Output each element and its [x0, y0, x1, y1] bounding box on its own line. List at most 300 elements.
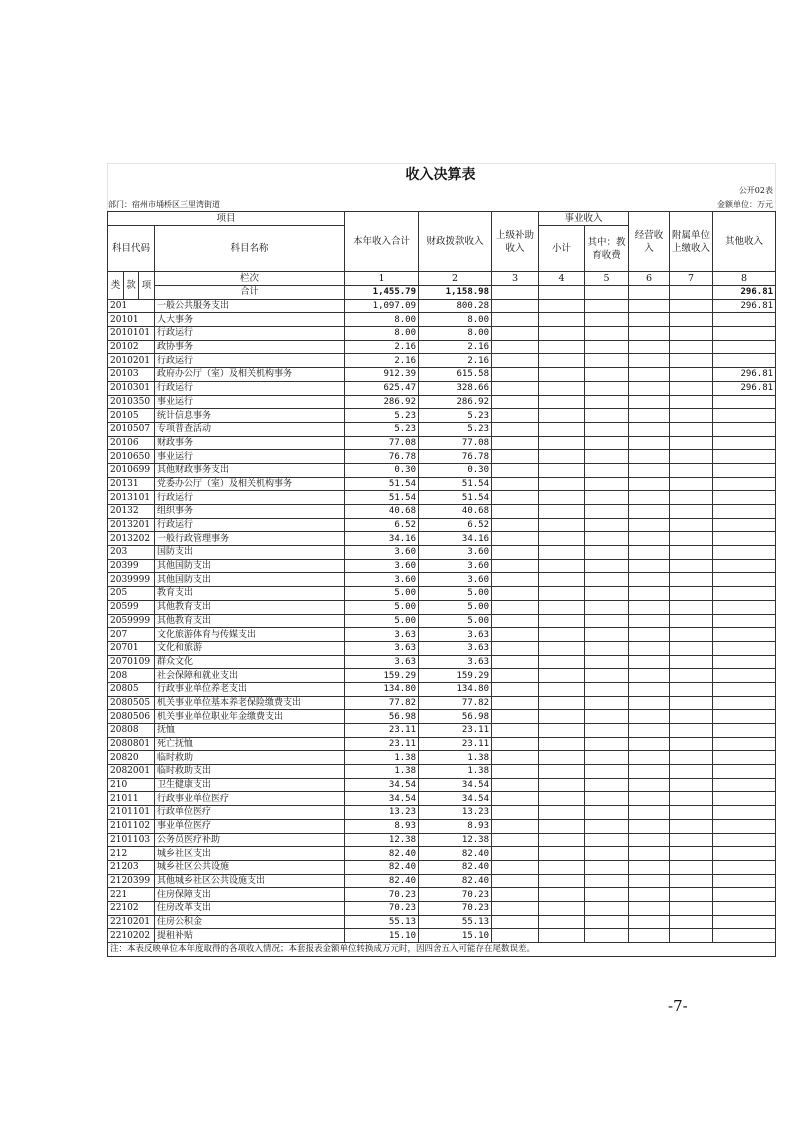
- income-table: [107, 211, 776, 957]
- cell-empty: [629, 819, 670, 833]
- cell-empty: [585, 340, 629, 354]
- cell-empty: [539, 532, 585, 546]
- cell-other: [713, 450, 776, 464]
- cell-fiscal: 134.80: [419, 682, 492, 696]
- cell-code: 2010301: [108, 381, 155, 395]
- cell-empty: [539, 614, 585, 628]
- cell-other: [713, 436, 776, 450]
- cell-total: 34.54: [345, 792, 419, 806]
- cell-empty: [539, 833, 585, 847]
- cell-empty: [539, 915, 585, 929]
- cell-total: 8.93: [345, 819, 419, 833]
- cell-empty: [585, 669, 629, 683]
- table-row: [108, 532, 776, 546]
- cell-empty: [539, 505, 585, 519]
- cell-name: 社会保障和就业支出: [155, 669, 345, 683]
- table-number: 公开02表: [738, 186, 773, 195]
- cell-fiscal: 800.28: [419, 299, 492, 313]
- cell-name: 行政单位医疗: [155, 806, 345, 820]
- cell-code: 210: [108, 778, 155, 792]
- cell-empty: [492, 327, 539, 341]
- cell-total: 3.60: [345, 546, 419, 560]
- cell-total: 34.54: [345, 778, 419, 792]
- header-lanci: 栏次: [155, 272, 345, 286]
- cell-code: 21011: [108, 792, 155, 806]
- cell-empty: [585, 491, 629, 505]
- cell-empty: [585, 847, 629, 861]
- cell-total: 2.16: [345, 354, 419, 368]
- cell-name: 行政运行: [155, 381, 345, 395]
- cell-empty: [492, 628, 539, 642]
- cell-code: 2013202: [108, 532, 155, 546]
- cell-empty: [539, 395, 585, 409]
- cell-empty: [670, 847, 713, 861]
- cell-other: [713, 546, 776, 560]
- table-row: [108, 874, 776, 888]
- cell-fiscal: 23.11: [419, 737, 492, 751]
- cell-empty: [670, 587, 713, 601]
- cell-name: 政府办公厅（室）及相关机构事务: [155, 368, 345, 382]
- cell-empty: [492, 368, 539, 382]
- cell-empty: [629, 682, 670, 696]
- cell-empty: [539, 778, 585, 792]
- header-operating: 经营收入: [629, 212, 670, 272]
- cell-empty: [492, 614, 539, 628]
- cell-empty: [670, 696, 713, 710]
- cell-empty: [492, 792, 539, 806]
- cell-empty: [670, 710, 713, 724]
- cell-code: 2101103: [108, 833, 155, 847]
- cell-empty: [539, 792, 585, 806]
- cell-fiscal: 615.58: [419, 368, 492, 382]
- cell-empty: [585, 354, 629, 368]
- table-row: [108, 354, 776, 368]
- cell-empty: [670, 860, 713, 874]
- cell-name: 教育支出: [155, 587, 345, 601]
- cell-name: 行政运行: [155, 491, 345, 505]
- cell-empty: [539, 628, 585, 642]
- cell-total: 76.78: [345, 450, 419, 464]
- cell-code: 22102: [108, 901, 155, 915]
- cell-other: [713, 477, 776, 491]
- cell-empty: [492, 354, 539, 368]
- table-row: [108, 915, 776, 929]
- cell-empty: [629, 724, 670, 738]
- cell-empty: [670, 901, 713, 915]
- cell-empty: [670, 765, 713, 779]
- cell-empty: [585, 751, 629, 765]
- cell-other: 296.81: [713, 368, 776, 382]
- cell-empty: [539, 327, 585, 341]
- cell-empty: [539, 737, 585, 751]
- cell-other: [713, 710, 776, 724]
- cell-empty: [492, 806, 539, 820]
- cell-other: [713, 874, 776, 888]
- cell-empty: [670, 505, 713, 519]
- cell-code: 207: [108, 628, 155, 642]
- cell-empty: [585, 436, 629, 450]
- cell-empty: [492, 450, 539, 464]
- cell-empty: [670, 641, 713, 655]
- table-row: [108, 792, 776, 806]
- cell-code: 2080505: [108, 696, 155, 710]
- cell-name: 提租补贴: [155, 929, 345, 943]
- cell-total: 5.00: [345, 587, 419, 601]
- cell-empty: [539, 422, 585, 436]
- cell-empty: [492, 888, 539, 902]
- cell-total: 159.29: [345, 669, 419, 683]
- cell-empty: [585, 327, 629, 341]
- cell-empty: [492, 340, 539, 354]
- cell-empty: [492, 313, 539, 327]
- cell-code: 20102: [108, 340, 155, 354]
- cell-fiscal: 5.00: [419, 600, 492, 614]
- cell-total: 56.98: [345, 710, 419, 724]
- cell-empty: [670, 915, 713, 929]
- cell-code: 20399: [108, 559, 155, 573]
- cell-total: 6.52: [345, 518, 419, 532]
- cell-total: 0.30: [345, 463, 419, 477]
- cell-empty: [539, 546, 585, 560]
- cell-empty: [539, 477, 585, 491]
- cell-empty: [629, 778, 670, 792]
- cell-total: 5.23: [345, 422, 419, 436]
- cell-name: 组织事务: [155, 505, 345, 519]
- cell-empty: [492, 477, 539, 491]
- header-lei: 类: [108, 272, 124, 300]
- cell-name: 机关事业单位职业年金缴费支出: [155, 710, 345, 724]
- table-row: [108, 477, 776, 491]
- cell-empty: [629, 573, 670, 587]
- cell-empty: [629, 518, 670, 532]
- cell-empty: [670, 559, 713, 573]
- cell-total: 1.38: [345, 751, 419, 765]
- cell-other: [713, 860, 776, 874]
- cell-fiscal: 51.54: [419, 477, 492, 491]
- cell-empty: [585, 299, 629, 313]
- cell-name: 其他城乡社区公共设施支出: [155, 874, 345, 888]
- table-row: [108, 450, 776, 464]
- cell-fiscal: 76.78: [419, 450, 492, 464]
- cell-code: 20103: [108, 368, 155, 382]
- cell-fiscal: 82.40: [419, 847, 492, 861]
- cell-empty: [585, 860, 629, 874]
- table-row: [108, 628, 776, 642]
- cell-name: 文化旅游体育与传媒支出: [155, 628, 345, 642]
- cell-empty: [629, 614, 670, 628]
- cell-empty: [629, 450, 670, 464]
- colnum: 5: [585, 272, 629, 286]
- cell-name: 临时救助: [155, 751, 345, 765]
- cell-empty: [539, 354, 585, 368]
- cell-empty: [629, 600, 670, 614]
- cell-other: [713, 422, 776, 436]
- cell-empty: [585, 573, 629, 587]
- cell-empty: [629, 313, 670, 327]
- table-row: [108, 833, 776, 847]
- cell-empty: [629, 628, 670, 642]
- cell-empty: [585, 929, 629, 943]
- cell-total: 3.63: [345, 628, 419, 642]
- cell-code: 20105: [108, 409, 155, 423]
- cell-empty: [492, 929, 539, 943]
- cell-empty: [585, 806, 629, 820]
- cell-other: [713, 354, 776, 368]
- cell-total: 82.40: [345, 860, 419, 874]
- cell-name: 死亡抚恤: [155, 737, 345, 751]
- cell-name: 一般行政管理事务: [155, 532, 345, 546]
- cell-empty: [492, 915, 539, 929]
- cell-name: 其他国防支出: [155, 559, 345, 573]
- cell-name: 住房公积金: [155, 915, 345, 929]
- table-row: [108, 463, 776, 477]
- cell-empty: [539, 313, 585, 327]
- cell-empty: [670, 450, 713, 464]
- cell-empty: [539, 641, 585, 655]
- cell-other: [713, 395, 776, 409]
- cell-empty: [492, 573, 539, 587]
- cell-empty: [539, 874, 585, 888]
- cell-empty: [539, 655, 585, 669]
- cell-empty: [670, 518, 713, 532]
- cell-other: [713, 614, 776, 628]
- cell-other: [713, 505, 776, 519]
- colnum: 3: [492, 272, 539, 286]
- cell-code: 2010699: [108, 463, 155, 477]
- cell-empty: [629, 888, 670, 902]
- table-row: [108, 573, 776, 587]
- cell-total: 23.11: [345, 737, 419, 751]
- cell-total: 5.00: [345, 600, 419, 614]
- cell-empty: [585, 792, 629, 806]
- cell-empty: [629, 532, 670, 546]
- cell-empty: [539, 765, 585, 779]
- cell-other: [713, 737, 776, 751]
- cell-total: 3.60: [345, 559, 419, 573]
- table-row: [108, 696, 776, 710]
- cell-empty: [539, 450, 585, 464]
- cell-empty: [670, 368, 713, 382]
- cell-name: 住房保障支出: [155, 888, 345, 902]
- cell-empty: [492, 655, 539, 669]
- cell-fiscal: 8.00: [419, 327, 492, 341]
- cell-other: [713, 669, 776, 683]
- header-other: 其他收入: [713, 212, 776, 272]
- cell-code: 20101: [108, 313, 155, 327]
- cell-fiscal: 2.16: [419, 354, 492, 368]
- cell-empty: [629, 710, 670, 724]
- cell-empty: [539, 669, 585, 683]
- cell-empty: [539, 436, 585, 450]
- cell-total: 82.40: [345, 874, 419, 888]
- cell-other: [713, 833, 776, 847]
- cell-fiscal: 51.54: [419, 491, 492, 505]
- cell-empty: [629, 436, 670, 450]
- cell-fiscal: 286.92: [419, 395, 492, 409]
- cell-code: 205: [108, 587, 155, 601]
- cell-empty: [585, 587, 629, 601]
- cell-code: 2010507: [108, 422, 155, 436]
- cell-code: 2210202: [108, 929, 155, 943]
- cell-empty: [492, 682, 539, 696]
- cell-empty: [585, 532, 629, 546]
- cell-other: [713, 901, 776, 915]
- cell-code: 2101101: [108, 806, 155, 820]
- table-row: [108, 765, 776, 779]
- cell-empty: [492, 505, 539, 519]
- cell-empty: [492, 463, 539, 477]
- cell-fiscal: 56.98: [419, 710, 492, 724]
- table-row: [108, 299, 776, 313]
- cell-name: 行政运行: [155, 518, 345, 532]
- table-row: [108, 409, 776, 423]
- cell-fiscal: 5.00: [419, 614, 492, 628]
- header-row: [108, 212, 776, 226]
- cell-name: 其他教育支出: [155, 600, 345, 614]
- cell-empty: [585, 395, 629, 409]
- cell-empty: [629, 901, 670, 915]
- table-row: [108, 847, 776, 861]
- cell-empty: [585, 682, 629, 696]
- cell-empty: [629, 806, 670, 820]
- cell-fiscal: 77.08: [419, 436, 492, 450]
- table-row: [108, 614, 776, 628]
- colnum: 7: [670, 272, 713, 286]
- cell-empty: [585, 368, 629, 382]
- cell-empty: [629, 874, 670, 888]
- cell-empty: [629, 641, 670, 655]
- cell-name: 抚恤: [155, 724, 345, 738]
- cell-other: [713, 696, 776, 710]
- cell-empty: [492, 847, 539, 861]
- cell-empty: [492, 587, 539, 601]
- cell-empty: [670, 436, 713, 450]
- cell-name: 人大事务: [155, 313, 345, 327]
- cell-empty: [585, 628, 629, 642]
- cell-total: 82.40: [345, 847, 419, 861]
- cell-code: 21203: [108, 860, 155, 874]
- cell-empty: [585, 600, 629, 614]
- cell-total: 3.63: [345, 655, 419, 669]
- header-affiliated: 附属单位上缴收入: [670, 212, 713, 272]
- cell-empty: [670, 724, 713, 738]
- amount-unit: 金额单位：万元: [717, 200, 773, 209]
- cell-fiscal: 8.93: [419, 819, 492, 833]
- cell-empty: [539, 368, 585, 382]
- table-row: [108, 422, 776, 436]
- cell-name: 其他国防支出: [155, 573, 345, 587]
- cell-empty: [629, 929, 670, 943]
- table-row: [108, 710, 776, 724]
- cell-empty: [492, 778, 539, 792]
- totals-row: [108, 286, 776, 300]
- table-row: [108, 395, 776, 409]
- cell-empty: [670, 628, 713, 642]
- cell-empty: [629, 737, 670, 751]
- cell-code: 20131: [108, 477, 155, 491]
- cell-name: 事业运行: [155, 450, 345, 464]
- header-kuan: 款: [124, 272, 139, 300]
- cell-empty: [585, 737, 629, 751]
- cell-empty: [629, 559, 670, 573]
- cell-empty: [585, 450, 629, 464]
- cell-empty: [670, 381, 713, 395]
- cell-empty: [670, 313, 713, 327]
- cell-empty: [670, 340, 713, 354]
- cell-total: 134.80: [345, 682, 419, 696]
- cell-name: 行政运行: [155, 327, 345, 341]
- cell-code: 2010350: [108, 395, 155, 409]
- cell-other: [713, 888, 776, 902]
- cell-code: 20106: [108, 436, 155, 450]
- cell-empty: [492, 724, 539, 738]
- cell-empty: [629, 587, 670, 601]
- cell-total: 51.54: [345, 491, 419, 505]
- cell-name: 其他教育支出: [155, 614, 345, 628]
- cell-other: [713, 409, 776, 423]
- cell-code: 221: [108, 888, 155, 902]
- cell-total: 5.00: [345, 614, 419, 628]
- colnum: 1: [345, 272, 419, 286]
- header-project: 项目: [108, 212, 345, 226]
- cell-fiscal: 34.54: [419, 778, 492, 792]
- cell-total: 286.92: [345, 395, 419, 409]
- cell-empty: [585, 655, 629, 669]
- colnum: 8: [713, 272, 776, 286]
- cell-empty: [539, 751, 585, 765]
- cell-empty: [492, 546, 539, 560]
- cell-empty: [670, 874, 713, 888]
- cell-other: [713, 559, 776, 573]
- cell-code: 203: [108, 546, 155, 560]
- cell-empty: [492, 600, 539, 614]
- header-business: 事业收入: [539, 212, 629, 226]
- cell-empty: [670, 929, 713, 943]
- cell-empty: [629, 833, 670, 847]
- cell-fiscal: 6.52: [419, 518, 492, 532]
- cell-fiscal: 3.63: [419, 655, 492, 669]
- cell-empty: [585, 614, 629, 628]
- table-row: [108, 436, 776, 450]
- cell-empty: [670, 532, 713, 546]
- cell-empty: [585, 641, 629, 655]
- cell-empty: [585, 710, 629, 724]
- cell-fiscal: 328.66: [419, 381, 492, 395]
- cell-total: 70.23: [345, 888, 419, 902]
- cell-empty: [585, 505, 629, 519]
- table-row: [108, 491, 776, 505]
- cell-name: 群众文化: [155, 655, 345, 669]
- cell-code: 208: [108, 669, 155, 683]
- cell-total: 77.08: [345, 436, 419, 450]
- table-row: [108, 778, 776, 792]
- table-row: [108, 929, 776, 943]
- cell-empty: [629, 669, 670, 683]
- table-row: [108, 313, 776, 327]
- header-code: 科目代码: [108, 226, 155, 272]
- table-row: [108, 737, 776, 751]
- cell-empty: [670, 737, 713, 751]
- cell-fiscal: 3.60: [419, 573, 492, 587]
- cell-empty: [539, 806, 585, 820]
- cell-empty: [670, 477, 713, 491]
- cell-name: 事业单位医疗: [155, 819, 345, 833]
- cell-code: 2080506: [108, 710, 155, 724]
- table-row: [108, 641, 776, 655]
- cell-empty: [629, 546, 670, 560]
- cell-name: 专项普查活动: [155, 422, 345, 436]
- cell-name: 卫生健康支出: [155, 778, 345, 792]
